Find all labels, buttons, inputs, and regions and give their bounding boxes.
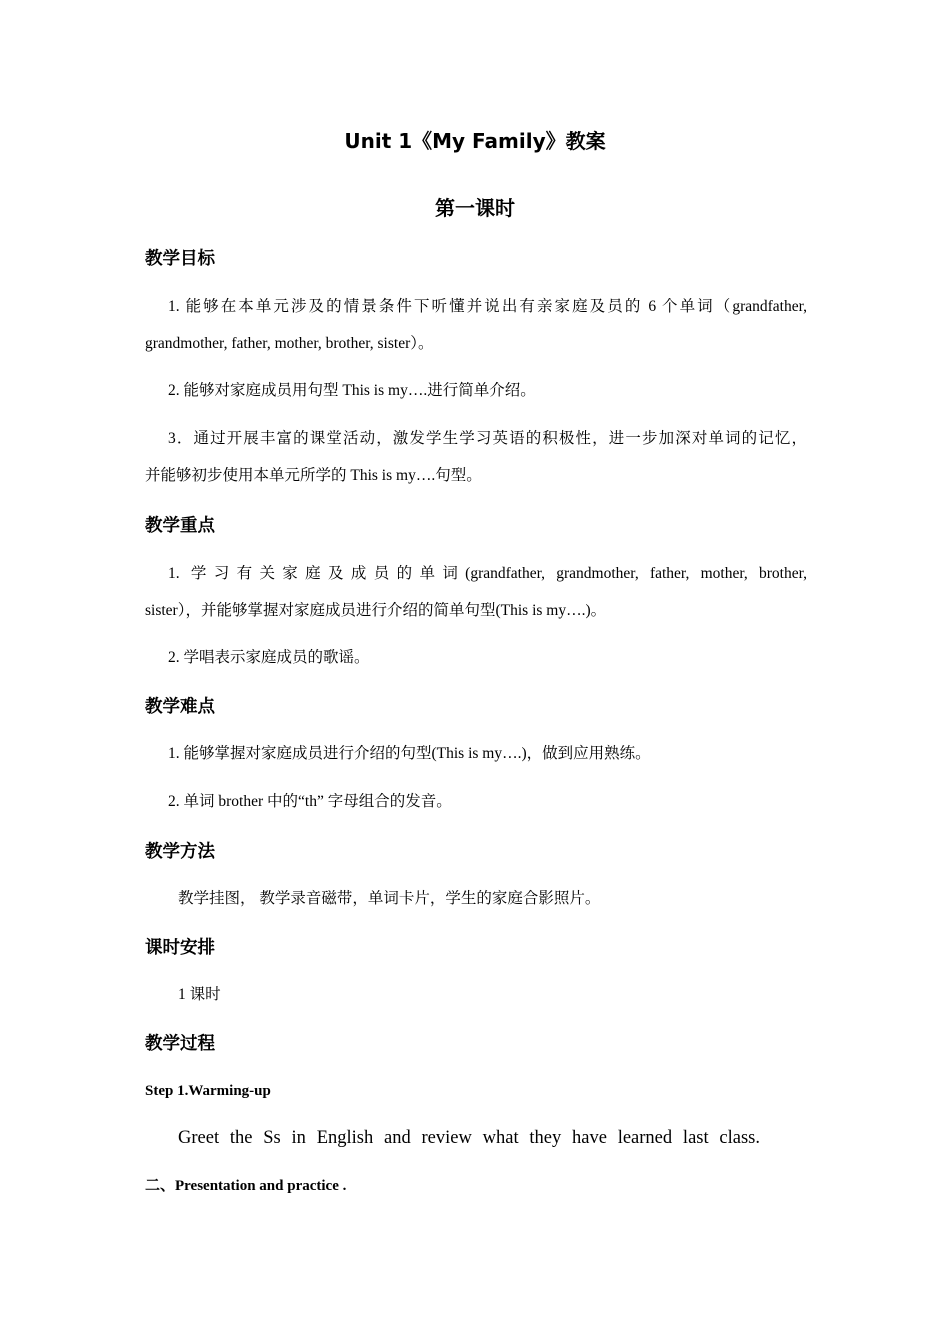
process-heading: 教学过程	[145, 1034, 215, 1054]
objectives-heading: 教学目标	[145, 249, 215, 269]
step-2-title: 二、Presentation and practice .	[145, 1178, 347, 1194]
key-points-item-1-line-2: sister），并能够掌握对家庭成员进行介绍的简单句型(This is my….)。	[145, 602, 607, 619]
document-subtitle: 第一课时	[435, 196, 515, 220]
step-1-text: Greet the Ss in English and review what they have learned last class.	[178, 1128, 760, 1148]
objectives-item-1-line-2: grandmother, father, mother, brother, sister）。	[145, 335, 434, 352]
objectives-item-3-line-1-text: 3．通过开展丰富的课堂活动，激发学生学习英语的积极性，进一步加深对单词的记忆，	[168, 430, 807, 447]
difficulties-item-1: 1. 能够掌握对家庭成员进行介绍的句型(This is my….)，做到应用熟练。	[168, 745, 651, 762]
schedule-text: 1 课时	[178, 986, 221, 1003]
objectives-item-3-line-1	[145, 428, 807, 450]
document-title: Unit 1《My Family》教案	[344, 129, 606, 153]
objectives-item-2: 2. 能够对家庭成员用句型 This is my….进行简单介绍。	[168, 382, 536, 399]
objectives-item-1-line-1-text: 1. 能够在本单元涉及的情景条件下听懂并说出有亲家庭及员的 6 个单词（grandfather,	[168, 298, 807, 315]
schedule-heading: 课时安排	[145, 938, 215, 958]
objectives-item-1-line-1	[145, 296, 807, 318]
objectives-item-3-line-2: 并能够初步使用本单元所学的 This is my….句型。	[145, 467, 482, 484]
methods-heading: 教学方法	[145, 842, 215, 862]
methods-text: 教学挂图， 教学录音磁带，单词卡片，学生的家庭合影照片。	[178, 890, 601, 907]
key-points-heading: 教学重点	[145, 516, 215, 536]
key-points-item-2: 2. 学唱表示家庭成员的歌谣。	[168, 649, 370, 666]
step-1-title: Step 1.Warming-up	[145, 1083, 271, 1099]
key-points-item-1-line-1	[145, 563, 807, 585]
difficulties-item-2: 2. 单词 brother 中的“th” 字母组合的发音。	[168, 793, 452, 810]
difficulties-heading: 教学难点	[145, 697, 215, 717]
key-points-item-1-line-1-text: 1. 学习有关家庭及成员的单词(grandfather, grandmother, father, mother, brother,	[168, 565, 807, 582]
